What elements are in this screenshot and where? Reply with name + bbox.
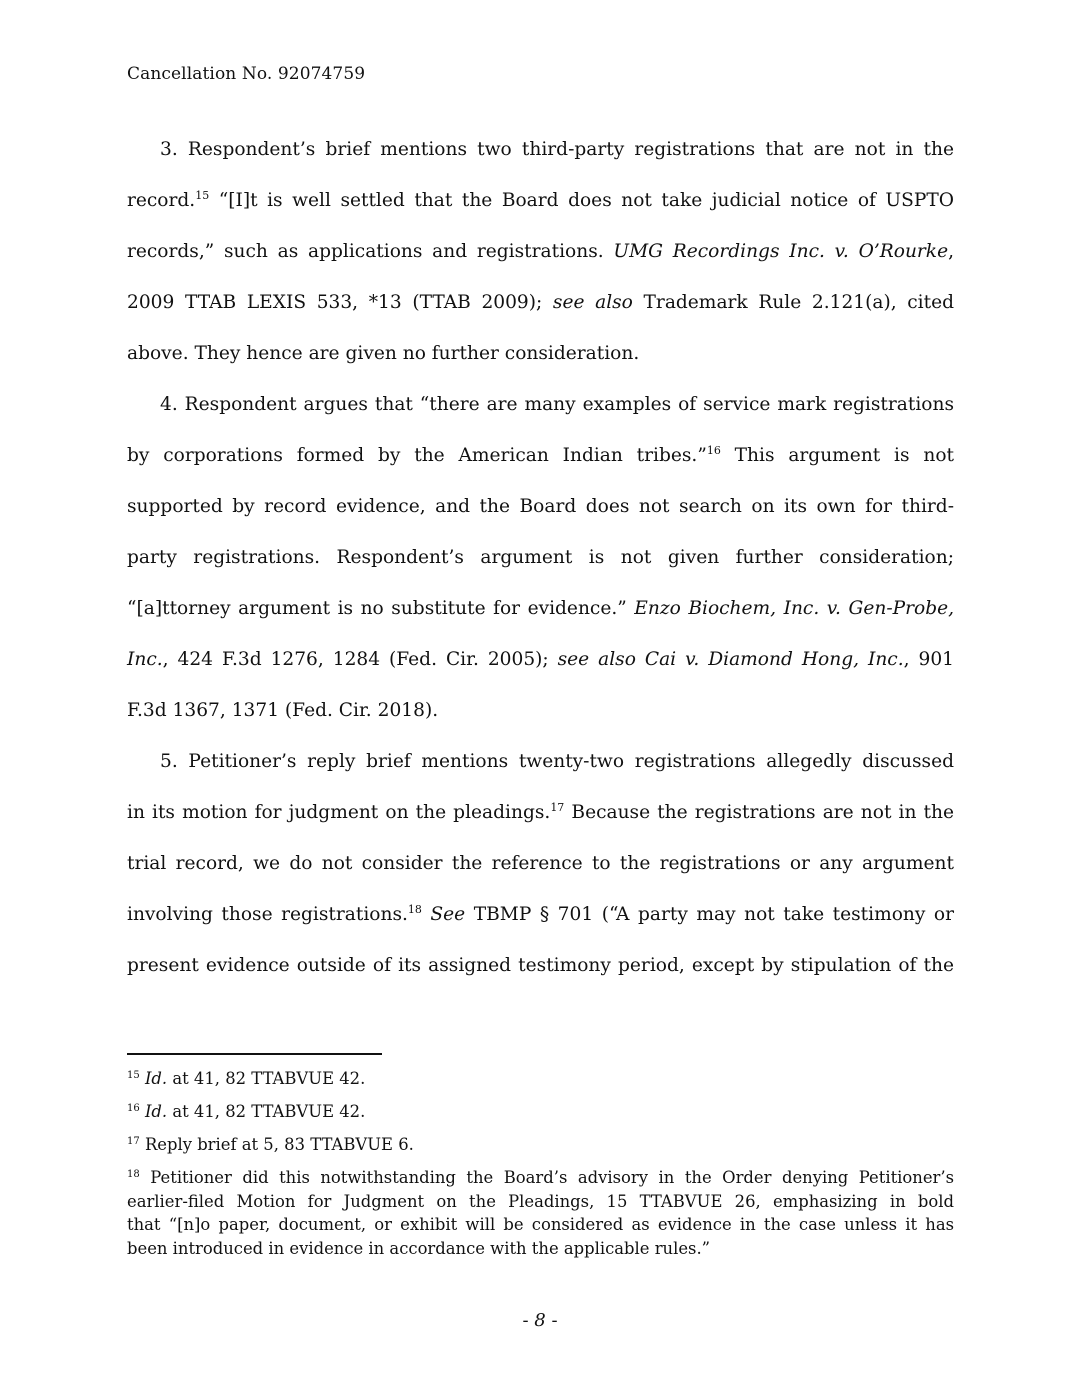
case-citation: see also Cai v. Diamond Hong, Inc. (557, 649, 904, 670)
text: in its motion for judgment on the pleadings. (127, 802, 551, 823)
text: records,” such as applications and registrations. (127, 241, 614, 262)
text: 2009 TTAB LEXIS 533, *13 (TTAB 2009); (127, 292, 553, 313)
line (127, 277, 954, 328)
line (127, 481, 954, 532)
signal-see-also: see also (552, 292, 633, 313)
text: party registrations. Respondent’s argument is not given further consideration; (127, 547, 954, 568)
paragraph-5 (127, 736, 954, 991)
text: record. (127, 190, 196, 211)
line (127, 175, 954, 226)
footnote-text: at 41, 82 TTABVUE 42. (167, 1069, 366, 1088)
line (127, 838, 954, 889)
case-citation: UMG Recordings Inc. v. O’Rourke (613, 241, 949, 262)
case-citation: Enzo Biochem, Inc. v. Gen-Probe, (634, 598, 955, 619)
text: “[I]t is well settled that the Board does not take judicial notice of USPTO (209, 190, 954, 211)
text: involving those registrations. (127, 904, 408, 925)
footnote-number: 17 (127, 1136, 140, 1147)
text: 5. Petitioner’s reply brief mentions twenty-two registrations allegedly discussed (160, 751, 954, 772)
text: present evidence outside of its assigned testimony period, except by stipulation of the (127, 955, 954, 976)
text: supported by record evidence, and the Board does not search on its own for third- (127, 496, 954, 517)
text: , 901 (903, 649, 954, 670)
line (127, 787, 954, 838)
line (127, 736, 954, 787)
footnote-line: that “[n]o paper, document, or exhibit will be considered as evidence in the case unless it has (127, 1215, 954, 1234)
text: by corporations formed by the American Indian tribes.” (127, 445, 707, 466)
id-citation: Id. (144, 1069, 168, 1088)
paragraph-4 (127, 379, 954, 736)
footnote-17 (127, 1133, 954, 1156)
footnote-ref-15: 15 (195, 189, 210, 202)
text: Trademark Rule 2.121(a), cited (632, 292, 954, 313)
line (127, 940, 954, 991)
footnote-ref-17: 17 (550, 801, 565, 814)
text: above. They hence are given no further consideration. (127, 343, 640, 364)
line (127, 124, 954, 175)
footnote-text: at 41, 82 TTABVUE 42. (167, 1102, 366, 1121)
footnote-line (127, 1166, 954, 1190)
line (127, 889, 954, 940)
text: , (948, 241, 954, 262)
paragraph-3 (127, 124, 954, 379)
case-citation: Inc. (127, 649, 163, 670)
text: TBMP § 701 (“A party may not take testimony or (465, 904, 954, 925)
footnote-line: been introduced in evidence in accordance with the applicable rules.” (127, 1238, 711, 1258)
line (127, 379, 954, 430)
footnote-18 (127, 1166, 954, 1260)
footnote-ref-16: 16 (706, 444, 721, 457)
line (127, 430, 954, 481)
line (127, 532, 954, 583)
text: This argument is not (720, 445, 954, 466)
footnote-number: 15 (127, 1070, 140, 1081)
line (127, 583, 954, 634)
footnote-text: Reply brief at 5, 83 TTABVUE 6. (139, 1135, 414, 1154)
id-citation: Id. (144, 1102, 168, 1121)
footnote-15 (127, 1067, 954, 1090)
footnote-ref-18: 18 (407, 903, 422, 916)
line (127, 226, 954, 277)
footnotes (127, 1067, 954, 1270)
text: , 424 F.3d 1276, 1284 (Fed. Cir. 2005); (162, 649, 558, 670)
line (127, 685, 954, 736)
footnote-16 (127, 1100, 954, 1123)
text: 3. Respondent’s brief mentions two third-party registrations that are not in the (160, 139, 954, 160)
footnote-number: 18 (127, 1169, 140, 1180)
page-number (0, 1310, 1080, 1331)
footnote-separator (127, 1053, 382, 1055)
text: trial record, we do not consider the reference to the registrations or any argument (127, 853, 954, 874)
page-number-value: 8 (534, 1310, 546, 1331)
line (127, 634, 954, 685)
signal-see: See (421, 904, 466, 925)
footnote-line: earlier-filed Motion for Judgment on the Pleadings, 15 TTABVUE 26, emphasizing in bold (127, 1191, 954, 1211)
body-text (127, 124, 954, 991)
text: 4. Respondent argues that “there are many examples of service mark registrations (160, 394, 954, 415)
text: Because the registrations are not in the (564, 802, 954, 823)
footnote-number: 16 (127, 1103, 140, 1114)
text: “[a]ttorney argument is no substitute for evidence.” (127, 598, 635, 619)
case-number-header: Cancellation No. 92074759 (127, 64, 366, 84)
page-number-suffix: - (545, 1310, 558, 1331)
page-number-prefix: - (522, 1310, 535, 1331)
text: F.3d 1367, 1371 (Fed. Cir. 2018). (127, 700, 439, 721)
line (127, 328, 954, 379)
footnote-text: Petitioner did this notwithstanding the Board’s advisory in the Order denying Petitioner’s (139, 1168, 954, 1187)
